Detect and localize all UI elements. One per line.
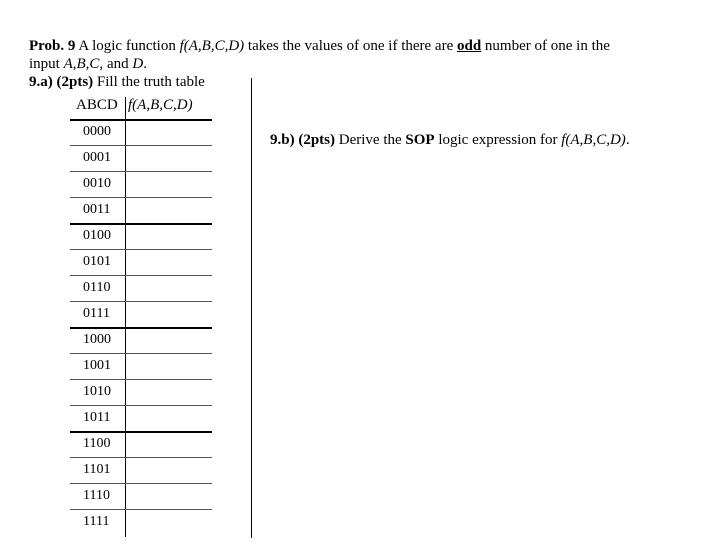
row-output-cell[interactable] [128, 329, 208, 351]
row-separator [70, 249, 212, 250]
table-row [70, 301, 212, 327]
row-output-cell[interactable] [128, 251, 208, 273]
row-output-cell[interactable] [128, 121, 208, 143]
row-input-value: 0010 [83, 176, 111, 191]
row-input-value: 0101 [83, 254, 111, 269]
row-input-value: 1110 [83, 488, 110, 503]
table-row [70, 171, 212, 197]
column-divider [251, 78, 252, 538]
part-a-text: Fill the truth table [93, 74, 205, 90]
row-input-value: 1001 [83, 358, 111, 373]
table-row [70, 379, 212, 405]
row-input-value: 0110 [83, 280, 111, 295]
part-a-heading [29, 73, 205, 91]
problem-label: Prob. 9 [29, 38, 76, 54]
row-output-cell[interactable] [128, 407, 208, 429]
problem-line2-vars: A,B,C, [63, 56, 104, 72]
row-input-value: 1101 [83, 462, 111, 477]
row-output-cell[interactable] [128, 381, 208, 403]
row-output-cell[interactable] [128, 433, 208, 455]
odd-emphasis: odd [456, 38, 482, 54]
table-row [70, 509, 212, 535]
row-separator [70, 483, 212, 484]
row-input-value: 0000 [83, 124, 111, 139]
problem-line2-text-a: input [29, 56, 64, 72]
table-row [70, 119, 212, 145]
row-output-cell[interactable] [128, 199, 208, 221]
problem-text-2: takes the values of one if there are [244, 38, 457, 54]
table-row [70, 249, 212, 275]
part-a-label: 9.a) (2pts) [29, 74, 94, 90]
row-separator [70, 457, 212, 458]
problem-line-1 [29, 37, 610, 55]
row-output-cell[interactable] [128, 511, 208, 533]
problem-line-2 [29, 55, 147, 73]
row-input-value: 1000 [83, 332, 111, 347]
row-separator [70, 353, 212, 354]
row-separator [70, 301, 212, 302]
table-row [70, 197, 212, 223]
problem-line2-end: . [143, 56, 147, 72]
table-row [70, 483, 212, 509]
table-row [70, 145, 212, 171]
row-input-value: 0001 [83, 150, 111, 165]
row-output-cell[interactable] [128, 225, 208, 247]
row-separator [70, 275, 212, 276]
part-b-text-a: Derive the [335, 132, 406, 148]
part-b-heading [270, 131, 630, 149]
table-row [70, 431, 212, 457]
row-separator [70, 379, 212, 380]
part-b-function: f(A,B,C,D) [561, 132, 626, 148]
row-input-value: 1010 [83, 384, 111, 399]
row-separator [70, 405, 212, 406]
row-output-cell[interactable] [128, 173, 208, 195]
part-b-label: 9.b) (2pts) [270, 132, 336, 148]
row-separator [70, 145, 212, 146]
part-b-text-b: logic expression for [434, 132, 562, 148]
row-input-value: 0011 [83, 202, 111, 217]
row-input-value: 1100 [83, 436, 111, 451]
problem-text-3: number of one in the [481, 38, 610, 54]
header-output: f(A,B,C,D) [128, 97, 193, 113]
row-output-cell[interactable] [128, 303, 208, 325]
row-output-cell[interactable] [128, 459, 208, 481]
problem-line2-d: D [132, 56, 144, 72]
row-input-value: 0100 [83, 228, 111, 243]
row-separator [70, 509, 212, 510]
table-row [70, 457, 212, 483]
table-row [70, 327, 212, 353]
row-separator [70, 171, 212, 172]
row-output-cell[interactable] [128, 355, 208, 377]
truth-table [70, 97, 212, 537]
row-input-value: 1111 [83, 514, 110, 529]
row-input-value: 0111 [83, 306, 110, 321]
sop-term: SOP [405, 132, 435, 148]
row-input-value: 1011 [83, 410, 111, 425]
row-output-cell[interactable] [128, 277, 208, 299]
problem-line2-text-b: and [103, 56, 133, 72]
row-separator [70, 197, 212, 198]
table-row [70, 223, 212, 249]
row-output-cell[interactable] [128, 147, 208, 169]
table-row [70, 353, 212, 379]
header-inputs: ABCD [76, 97, 118, 113]
function-name: f(A,B,C,D) [179, 38, 245, 54]
problem-text-1: A logic function [75, 38, 180, 54]
table-row [70, 405, 212, 431]
part-b-end: . [625, 132, 630, 148]
row-output-cell[interactable] [128, 485, 208, 507]
table-row [70, 275, 212, 301]
